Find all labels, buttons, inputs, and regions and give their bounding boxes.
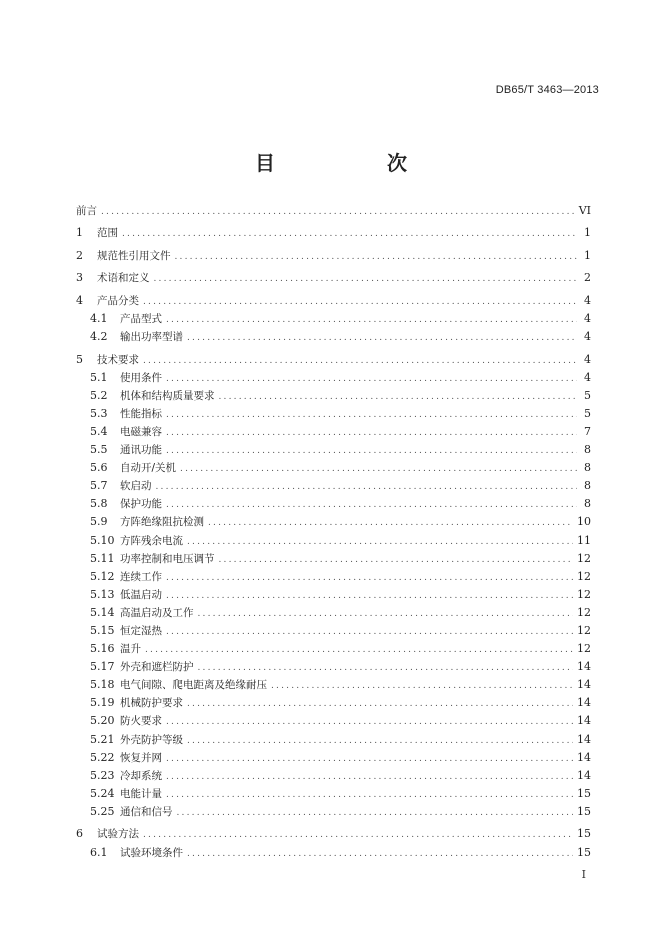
toc-entry-number: 5.2 [90,388,108,402]
toc-entry-label: 软启动 [120,480,152,493]
toc-entry-label: 连续工作 [120,570,162,583]
toc-entry-number: 5.19 [90,696,115,710]
toc-entry-page: 12 [577,605,591,619]
toc-entry-label: 高温启动及工作 [120,606,194,619]
toc-entry-page: 5 [584,406,591,420]
toc-entry[interactable] [76,423,591,441]
toc-entry-label: 外壳和遮栏防护 [120,661,194,674]
toc-entry[interactable] [76,269,591,287]
toc-entry-page: 2 [584,271,591,285]
toc-dot-leader [166,713,573,731]
toc-entry-page: 14 [577,750,591,764]
toc-dot-leader [166,786,573,804]
toc-entry[interactable] [76,694,591,712]
toc-entry-number: 5.16 [90,642,115,656]
toc-entry-label: 电磁兼容 [120,425,162,438]
toc-entry-number: 1 [76,226,83,240]
toc-entry[interactable] [76,477,591,495]
toc-entry[interactable] [76,568,591,586]
toc-entry-number: 5.17 [90,660,115,674]
toc-entry[interactable] [76,712,591,730]
toc-entry-page: 15 [577,845,591,859]
toc-entry-number: 5.15 [90,624,115,638]
toc-dot-leader [187,533,573,551]
toc-dot-leader [187,732,573,750]
toc-entry-page: 12 [577,551,591,565]
toc-entry-label: 恒定湿热 [120,625,162,638]
toc-dot-leader [145,641,573,659]
toc-entry[interactable] [76,387,591,405]
toc-entry-number: 5.6 [90,461,108,475]
toc-entry[interactable] [76,749,591,767]
toc-entry-label: 恢复并网 [120,751,162,764]
toc-entry[interactable] [76,622,591,640]
toc-entry[interactable] [76,586,591,604]
page-number: I [581,868,586,881]
toc-entry-label: 试验方法 [97,828,139,841]
toc-entry-number: 5.18 [90,678,115,692]
toc-entry-number: 6.1 [90,845,108,859]
toc-entry-page: 4 [584,330,591,344]
toc-entry[interactable] [76,658,591,676]
toc-dot-leader [166,370,577,388]
toc-entry-page: 12 [577,624,591,638]
toc-entry-page: 8 [584,497,591,511]
toc-dot-leader [271,677,573,695]
toc-dot-leader [180,460,577,478]
toc-dot-leader [166,406,577,424]
toc-entry-page: 1 [584,248,591,262]
toc-entry-page: 8 [584,479,591,493]
toc-entry-page: 8 [584,443,591,457]
toc-entry-label: 温升 [120,643,141,656]
toc-dot-leader [166,442,577,460]
toc-entry-label: 产品型式 [120,313,162,326]
toc-dot-leader [166,569,573,587]
toc-dot-leader [166,750,573,768]
toc-entry-number: 5.9 [90,515,108,529]
toc-dot-leader [166,311,577,329]
toc-entry-page: 14 [577,696,591,710]
toc-entry-page: VI [578,204,591,217]
toc-entry[interactable] [76,513,591,531]
toc-dot-leader [177,804,574,822]
toc-dot-leader [122,225,577,243]
toc-entry-label: 通信和信号 [120,805,173,818]
toc-entry-number: 5.3 [90,406,108,420]
toc-dot-leader [187,329,577,347]
toc-entry[interactable] [76,441,591,459]
toc-entry-page: 15 [577,804,591,818]
toc-entry[interactable] [76,825,591,843]
toc-entry-number: 5.1 [90,370,108,384]
toc-dot-leader [187,845,573,863]
toc-entry-label: 防火要求 [120,715,162,728]
toc-entry-label: 性能指标 [120,407,162,420]
toc-dot-leader [166,424,577,442]
toc-entry-label: 输出功率型谱 [120,331,183,344]
toc-entry-number: 6 [76,827,83,841]
toc-dot-leader [166,623,573,641]
toc-dot-leader [166,587,573,605]
toc-entry-page: 12 [577,587,591,601]
toc-entry[interactable] [76,731,591,749]
toc-entry-label: 技术要求 [97,353,139,366]
toc-entry-label: 自动开/关机 [120,462,177,475]
toc-entry-label: 方阵残余电流 [120,534,183,547]
toc-entry[interactable] [76,405,591,423]
toc-entry-page: 15 [577,827,591,841]
toc-dot-leader [166,768,573,786]
document-code: DB65/T 3463—2013 [495,84,599,96]
toc-dot-leader [143,293,577,311]
toc-entry[interactable] [76,785,591,803]
toc-dot-leader [198,659,574,677]
toc-entry-page: 12 [577,569,591,583]
toc-entry-label: 通讯功能 [120,444,162,457]
toc-entry-label: 冷却系统 [120,769,162,782]
toc-entry-number: 5.7 [90,479,108,493]
toc-entry-page: 15 [577,786,591,800]
toc-entry-label: 电能计量 [120,787,162,800]
toc-entry[interactable] [76,640,591,658]
toc-entry-label: 前言 [76,205,97,217]
toc-entry-page: 1 [584,226,591,240]
toc-entry-number: 5.5 [90,443,108,457]
toc-entry-label: 试验环境条件 [120,846,183,859]
toc-entry-page: 8 [584,461,591,475]
toc-entry-number: 5.12 [90,569,115,583]
toc-entry[interactable] [76,292,591,310]
toc-entry-number: 5.8 [90,497,108,511]
toc-entry[interactable] [76,459,591,477]
toc-entry-number: 5.4 [90,424,108,438]
toc-entry[interactable] [76,604,591,622]
toc-entry-number: 3 [76,271,83,285]
toc-entry-page: 14 [577,732,591,746]
toc-dot-leader [143,352,577,370]
toc-dot-leader [101,203,575,221]
toc-dot-leader [143,826,573,844]
toc-entry-page: 14 [577,660,591,674]
toc-dot-leader [166,496,577,514]
toc-entry-number: 5.20 [90,714,115,728]
toc-dot-leader [219,551,574,569]
toc-entry[interactable] [76,495,591,513]
toc-entry-label: 范围 [97,227,118,240]
toc-entry-label: 外壳防护等级 [120,733,183,746]
toc-entry-number: 5.10 [90,533,115,547]
toc-entry-page: 14 [577,678,591,692]
toc-entry[interactable] [76,310,591,328]
toc-entry-page: 11 [577,533,591,547]
toc-entry[interactable] [76,247,591,265]
toc-entry-page: 12 [577,642,591,656]
toc-entry-label: 产品分类 [97,294,139,307]
toc-entry[interactable] [76,532,591,550]
toc-entry-page: 14 [577,768,591,782]
toc-dot-leader [156,478,578,496]
toc-entry-number: 4.1 [90,312,108,326]
toc-entry-label: 电气间隙、爬电距离及绝缘耐压 [120,679,267,692]
toc-dot-leader [175,248,578,266]
toc-entry[interactable] [76,328,591,346]
toc-entry[interactable] [76,767,591,785]
toc-entry-label: 规范性引用文件 [97,249,171,262]
toc-entry-label: 功率控制和电压调节 [120,552,215,565]
toc-dot-leader [208,514,573,532]
toc-entry[interactable] [76,224,591,242]
toc-entry-label: 保护功能 [120,498,162,511]
toc-dot-leader [187,695,573,713]
toc-entry-page: 4 [584,370,591,384]
toc-entry[interactable] [76,369,591,387]
toc-entry-number: 5.24 [90,786,115,800]
toc-entry-page: 4 [584,293,591,307]
toc-entry[interactable] [76,676,591,694]
toc-entry-page: 4 [584,312,591,326]
toc-entry[interactable] [76,844,591,862]
toc-entry[interactable] [76,550,591,568]
toc-entry-number: 5.23 [90,768,115,782]
toc-entry-page: 14 [577,714,591,728]
table-of-contents [76,202,591,862]
toc-entry-page: 7 [584,424,591,438]
toc-entry-label: 机械防护要求 [120,697,183,710]
page-title: 目 次 [255,151,453,175]
toc-entry-page: 5 [584,388,591,402]
toc-entry-label: 术语和定义 [97,272,150,285]
toc-entry-label: 使用条件 [120,371,162,384]
toc-entry[interactable] [76,351,591,369]
toc-entry-number: 5.22 [90,750,115,764]
toc-dot-leader [154,270,578,288]
toc-entry-page: 4 [584,352,591,366]
toc-entry[interactable] [76,803,591,821]
toc-entry-number: 5.13 [90,587,115,601]
toc-entry-number: 5.14 [90,605,115,619]
toc-entry-number: 4 [76,293,83,307]
toc-entry-label: 方阵绝缘阻抗检测 [120,516,204,529]
toc-entry-label: 机体和结构质量要求 [120,389,215,402]
toc-entry-label: 低温启动 [120,588,162,601]
toc-entry-page: 10 [577,515,591,529]
toc-dot-leader [198,605,574,623]
toc-entry-number: 5.11 [90,551,115,565]
toc-entry-number: 5.21 [90,732,115,746]
toc-entry-number: 5.25 [90,804,115,818]
toc-entry-number: 5 [76,352,83,366]
toc-dot-leader [219,388,578,406]
toc-entry-number: 4.2 [90,330,108,344]
toc-entry[interactable] [76,202,591,220]
toc-entry-number: 2 [76,248,83,262]
